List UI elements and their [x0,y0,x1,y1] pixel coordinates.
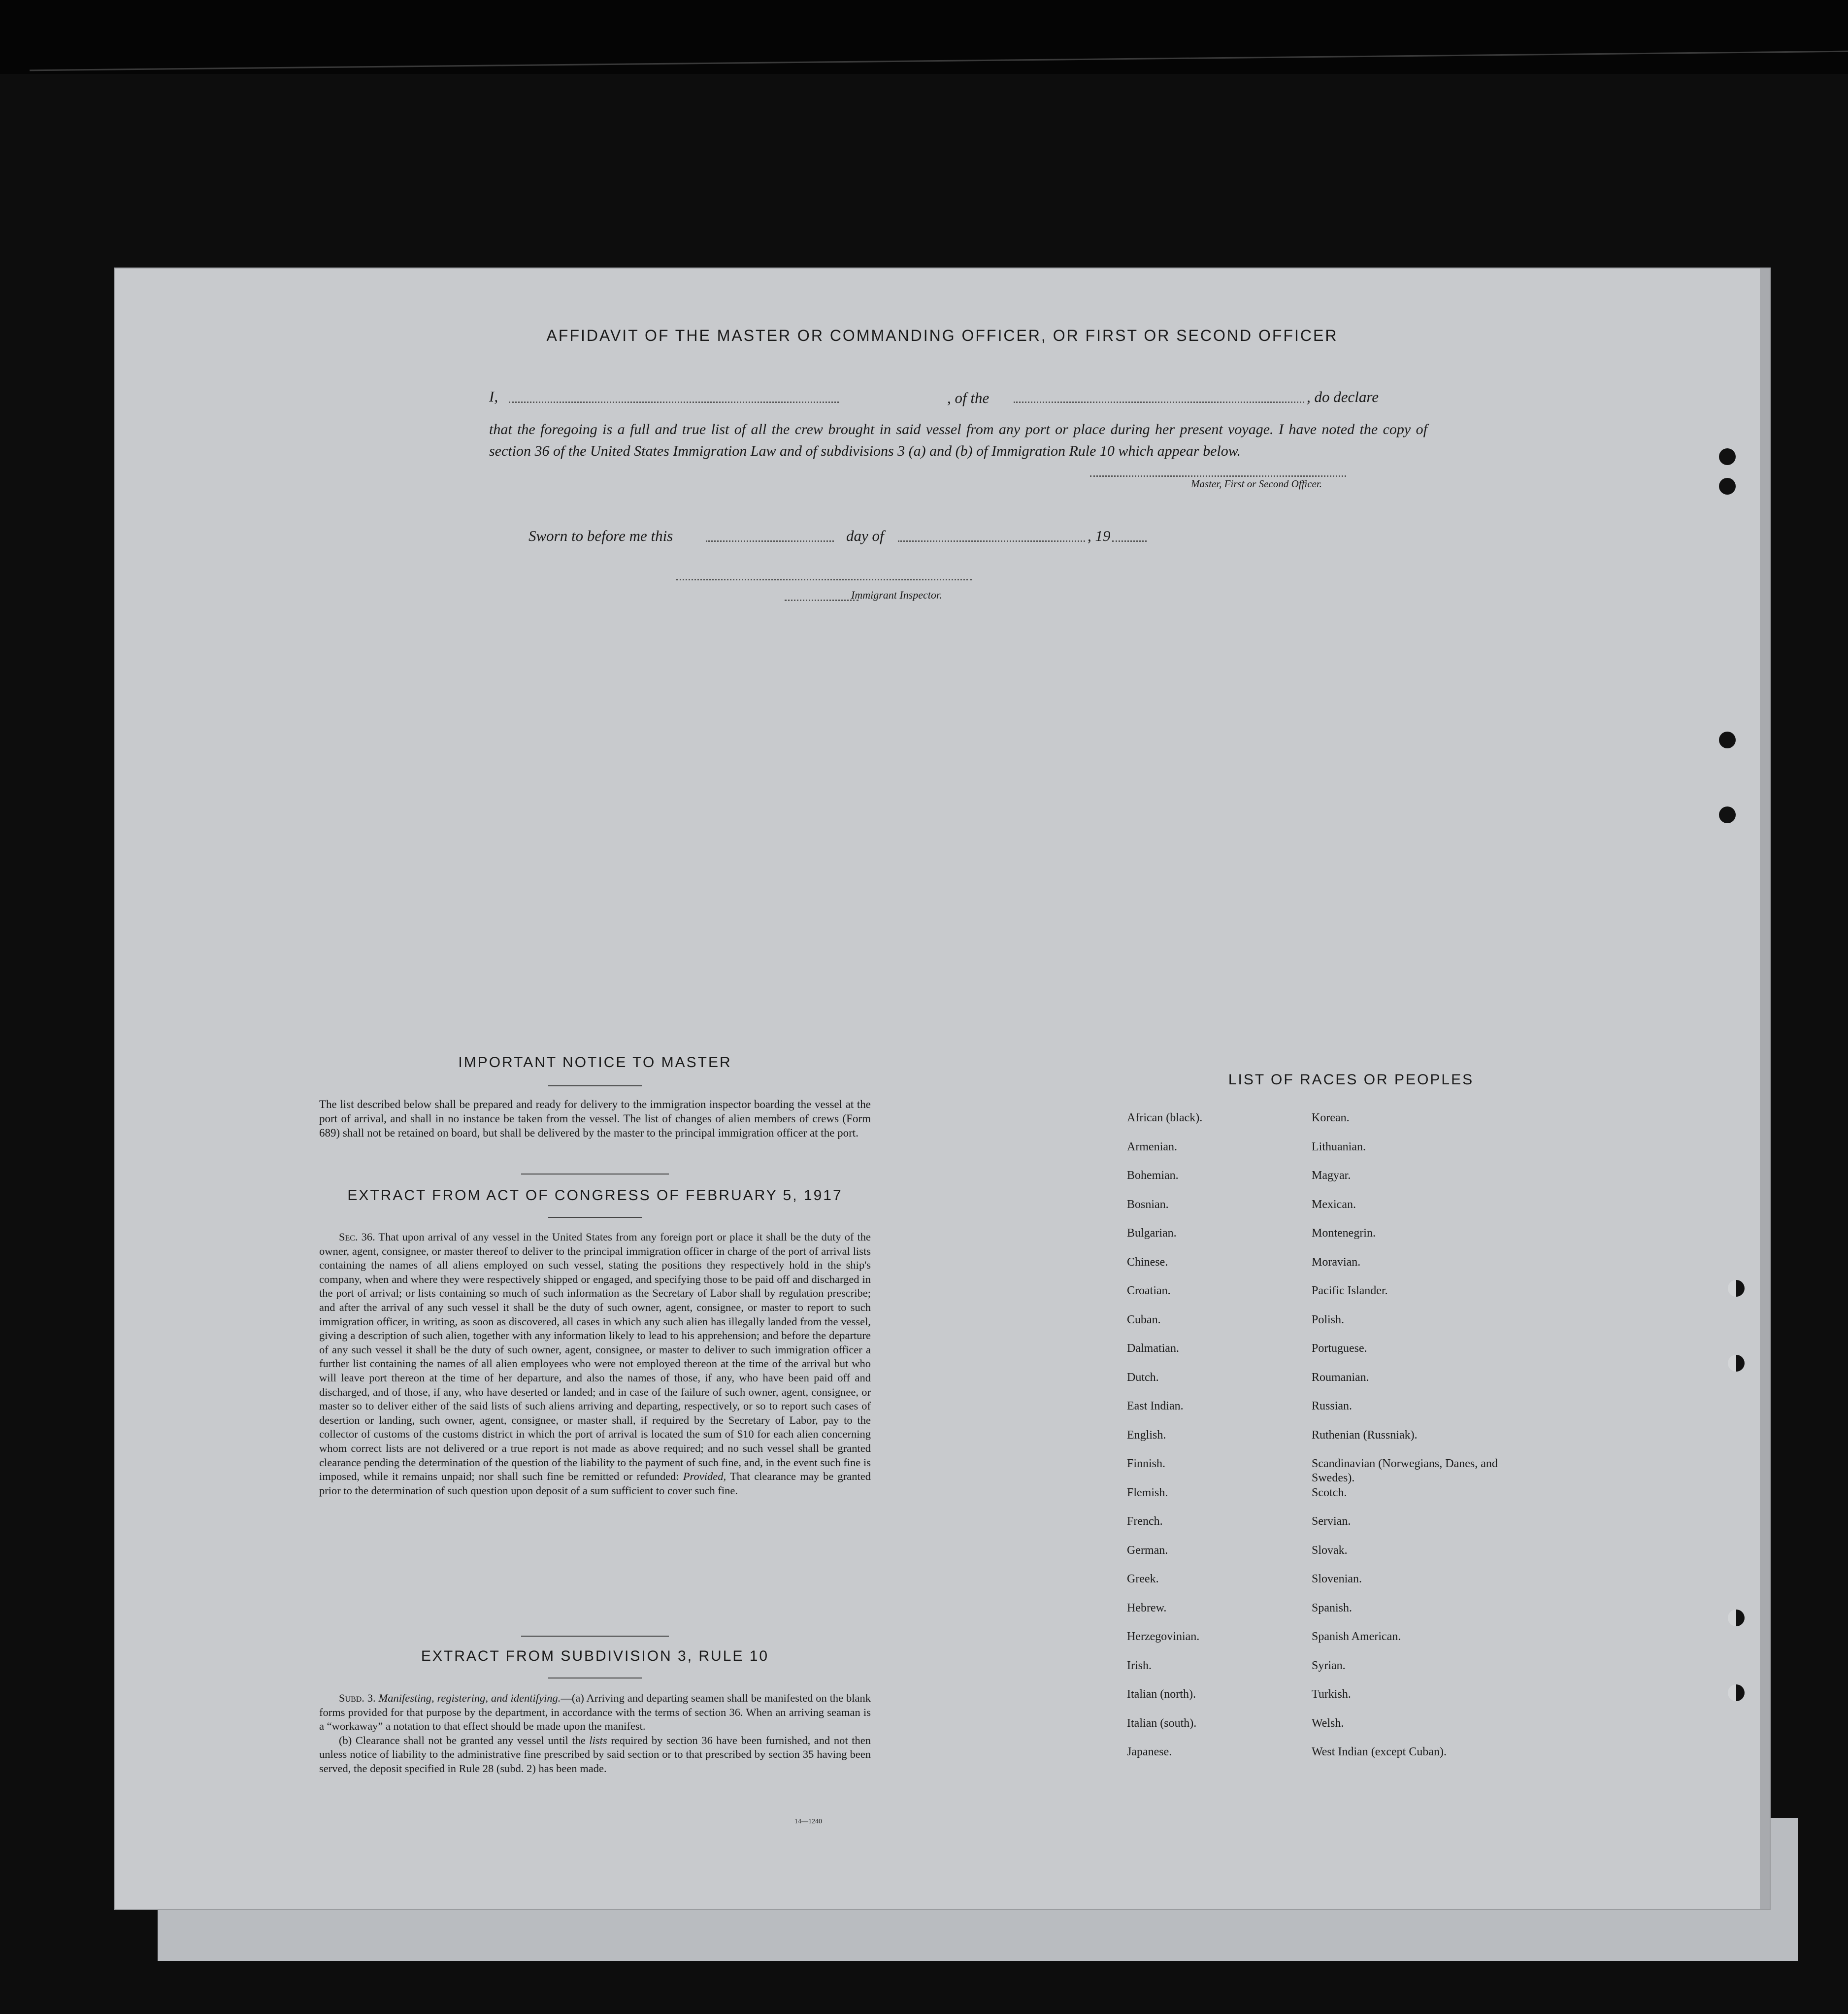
affidavit-title: AFFIDAVIT OF THE MASTER OR COMMANDING OFFICER, OR FIRST OR SECOND OFFICER [546,327,1338,344]
race-item: Pacific Islander. [1312,1284,1388,1297]
race-item: Irish. [1127,1659,1152,1672]
affidavit-i-label: I, [489,388,498,405]
race-item: Herzegovinian. [1127,1630,1200,1643]
master-name-field[interactable] [509,402,839,403]
sworn-label: Sworn to before me this [528,527,673,544]
race-item: East Indian. [1127,1400,1184,1412]
subd-para-b-start: (b) Clearance shall not be granted any vessel until the [339,1734,586,1746]
affidavit-declare-label: , do declare [1307,388,1379,405]
race-item: Scotch. [1312,1486,1347,1499]
race-item: Syrian. [1312,1659,1346,1672]
subd-para-b-lists: lists [589,1734,607,1746]
document-page [115,269,1770,1909]
race-item: Italian (south). [1127,1716,1197,1730]
extract-act-title-rule [548,1217,642,1218]
race-item: Lithuanian. [1312,1140,1366,1153]
races-title: LIST OF RACES OR PEOPLES [1228,1072,1474,1088]
scan-background [0,0,1848,74]
race-item: German. [1127,1544,1168,1557]
race-item: Flemish. [1127,1486,1168,1499]
inspector-signature-field[interactable] [676,579,972,580]
race-item: West Indian (except Cuban). [1312,1745,1447,1758]
race-item: Slovak. [1312,1544,1348,1557]
binder-hole-icon [1719,732,1736,748]
race-item: Hebrew. [1127,1601,1167,1614]
section-divider [521,1636,669,1637]
race-item: Korean. [1312,1111,1350,1124]
race-item: Dutch. [1127,1371,1159,1384]
subd-heading: Manifesting, registering, and identifying. [378,1692,561,1704]
race-item: Polish. [1312,1313,1345,1326]
subd-para-b-end: required by section 36 have been furnished, and not then unless notice of liability to the administrative fine prescribed by said section or to that prescribed by section 35 having been served, the deposit specified in Rule 28 (subd. 2) has been made. [319,1734,871,1775]
race-item: Roumanian. [1312,1371,1369,1384]
section-36-text [319,1230,871,1498]
race-item: Ruthenian (Russniak). [1312,1428,1418,1442]
section-divider [521,1174,669,1175]
race-item: Dalmatian. [1127,1342,1179,1355]
race-item: Armenian. [1127,1140,1177,1153]
section-36-body-end: That clearance may be granted prior to the determination of such question upon deposit of a sum sufficient to cover such fine. [319,1470,871,1497]
sworn-day-field[interactable] [706,540,834,542]
race-item: Mexican. [1312,1198,1356,1211]
extract-rule-title: EXTRACT FROM SUBDIVISION 3, RULE 10 [421,1648,769,1664]
race-item: English. [1127,1428,1166,1442]
year-label: , 19 [1088,527,1111,544]
form-number: 14—1240 [794,1818,822,1825]
affidavit-of-the-label: , of the [947,389,990,406]
notice-title-rule [548,1085,642,1086]
race-item: Portuguese. [1312,1342,1367,1355]
race-item: Cuban. [1127,1313,1161,1326]
inspector-signature-line [785,600,858,601]
race-item: Croatian. [1127,1284,1171,1297]
race-item: Bosnian. [1127,1198,1169,1211]
sworn-month-field[interactable] [898,540,1085,542]
binder-hole-icon [1719,448,1736,465]
page-fold [1760,269,1770,1909]
subdivision-3-text [319,1691,871,1776]
races-column-1 [1127,1111,1294,1774]
subd-para-a: —(a) Arriving and departing seamen shall be manifested on the blank forms provided for that purpose by the department, in accordance with the terms of section 36. When an arriving seaman is a “workaway” a notation to that effect should be made upon the manifest. [319,1692,871,1733]
race-item: Bohemian. [1127,1169,1179,1182]
race-item: Turkish. [1312,1688,1351,1701]
race-item: Greek. [1127,1573,1159,1585]
binder-hole-icon [1728,1355,1745,1372]
provided-label: Provided, [683,1470,726,1483]
binder-hole-icon [1719,806,1736,823]
binder-hole-icon [1719,478,1736,495]
extract-act-title: EXTRACT FROM ACT OF CONGRESS OF FEBRUARY 5, 1917 [347,1187,843,1204]
day-of-label: day of [846,527,884,544]
inspector-label: Immigrant Inspector. [851,589,942,601]
sworn-year-field[interactable] [1112,540,1147,542]
race-item: Slovenian. [1312,1573,1362,1585]
section-36-body: That upon arrival of any vessel in the United States from any foreign port or place it shall be the duty of the owner, agent, consignee, or master thereof to deliver to the principal immigration officer in charge of the port of arrival lists containing the names of all aliens employed on such vessel, stating the positions they respectively hold in the ship's company, when and where they were respectively shipped or engaged, and specifying those to be paid off and discharged in the port of arrival; or lists containing so much of such information as the Secretary of Labor shall by regulation prescribe; and after the arrival of any such vessel it shall be the duty of such owner, agent, consignee, or master to report to such immigration officer, in writing, as soon as discovered, all cases in which any such alien has illegally landed from the vessel, giving a description of such alien, together with any information likely to lead to his apprehension; and before the departure of any such vessel it shall be the duty of such owner, agent, consignee, or master to deliver to such immigration officer a further list containing the names of all alien employees who were not employed thereon at the time of the arrival but who will leave port thereon at the time of her departure, and also the names of those, if any, who have been paid off and discharged, and of those, if any, who have deserted or landed; and in case of the failure of such owner, agent, consignee, or master so to deliver either of the said lists of such aliens arriving and departing, respectively, or so to report such cases of desertion or landing, such owner, agent, consignee, or master shall, if required by the Secretary of Labor, pay to the collector of customs of the customs district in which the port of arrival is located the sum of $10 for each alien concerning whom correct lists are not delivered or a true report is not made as above required; and no such vessel shall be granted clearance pending the determination of the question of the liability to the payment of such fine, and, in the event such fine is imposed, while it remains unpaid; nor shall such fine be remitted or refunded: [319,1231,871,1483]
vessel-name-field[interactable] [1014,402,1304,403]
notice-title: IMPORTANT NOTICE TO MASTER [458,1054,732,1071]
race-item: Moravian. [1312,1255,1361,1269]
notice-body: The list described below shall be prepared and ready for delivery to the immigration inspector boarding the vessel at the port of arrival, and shall in no instance be taken from the vessel. The list of changes of alien members of crews (Form 689) shall not be retained on board, but shall be delivered by the master to the principal immigration officer at the port. [319,1098,871,1139]
race-item: Scandinavian (Norwegians, Danes, and Swedes). [1312,1457,1498,1484]
race-item: Servian. [1312,1515,1351,1528]
race-item: African (black). [1127,1111,1203,1124]
section-36-label: Sec. 36. [339,1231,375,1243]
master-signature-label: Master, First or Second Officer. [1191,478,1322,490]
race-item: Spanish. [1312,1601,1353,1614]
binder-hole-icon [1728,1610,1745,1626]
race-item: French. [1127,1515,1163,1528]
race-item: Finnish. [1127,1457,1166,1470]
race-item: Japanese. [1127,1745,1172,1758]
race-item: Russian. [1312,1400,1353,1412]
race-item: Montenegrin. [1312,1227,1376,1240]
race-item: Bulgarian. [1127,1227,1177,1240]
affidavit-body: that the foregoing is a full and true list of all the crew brought in said vessel from any port or place during her present voyage. I have noted the copy of section 36 of the United States Immigration Law and of subdivisions 3 (a) and (b) of Immigration Rule 10 which appear below. [489,421,1427,459]
race-item: Welsh. [1312,1716,1344,1730]
master-signature-field[interactable] [1090,475,1346,477]
race-item: Italian (north). [1127,1688,1196,1701]
race-item: Spanish American. [1312,1630,1401,1643]
binder-hole-icon [1728,1280,1745,1297]
races-column-2 [1312,1111,1518,1774]
binder-hole-icon [1728,1684,1745,1701]
subd-label: Subd. 3. [339,1692,376,1704]
race-item: Chinese. [1127,1255,1168,1269]
race-item: Magyar. [1312,1169,1351,1182]
